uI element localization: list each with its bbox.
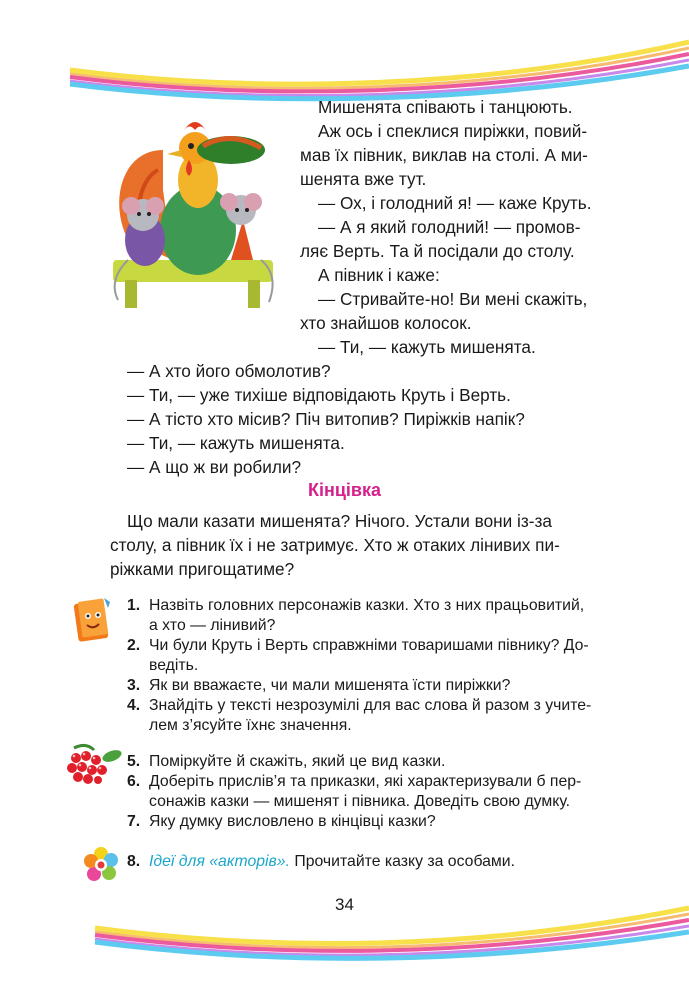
question-1: 1. Назвіть головних персонажів казки. Хто з них працьовитий, — [127, 597, 585, 614]
question-4-cont: лем з’ясуйте їхнє значення. — [149, 717, 352, 734]
story-line: — А хто його обмолотив? — [127, 361, 331, 381]
story-line: — Ти, — кажуть мишенята. — [318, 337, 536, 357]
question-7: 7. Яку думку висловлено в кінцівці казки? — [127, 813, 436, 830]
ideas-for-actors-label: Ідеї для «акторів». — [149, 853, 290, 870]
book-icon — [70, 594, 114, 644]
story-line: — А я який голодний! — промов- — [318, 217, 581, 237]
rainbow-decoration-bottom — [0, 890, 689, 970]
story-line: шенята вже тут. — [300, 169, 427, 189]
story-line: — Стривайте-но! Ви мені скажіть, — [318, 289, 588, 309]
ending-line: ріжками пригощатиме? — [110, 559, 295, 579]
question-1-cont: а хто — лінивий? — [149, 617, 276, 634]
rooster-and-mice-illustration — [103, 110, 281, 315]
story-line: хто знайшов колосок. — [300, 313, 472, 333]
question-4: 4. Знайдіть у тексті незрозумілі для вас слова й разом з учите- — [127, 697, 592, 714]
story-line: Аж ось і спеклися пиріжки, повий- — [318, 121, 588, 141]
story-line: — А що ж ви робили? — [127, 457, 302, 477]
question-5: 5. Поміркуйте й скажіть, який це вид казки. — [127, 753, 446, 770]
question-6: 6. Доберіть прислів’я та приказки, які характеризували б пер- — [127, 773, 582, 790]
story-line: А півник і каже: — [318, 265, 440, 285]
question-2: 2. Чи були Круть і Верть справжніми товаришами півнику? До- — [127, 637, 589, 654]
flower-icon — [82, 846, 120, 884]
ending-line: Що мали казати мишенята? Нічого. Устали вони із-за — [127, 511, 552, 531]
task-8: 8. Ідеї для «акторів». Прочитайте казку за особами. — [127, 853, 515, 870]
ending-line: столу, а півник їх і не затримує. Хто ж отаких лінивих пи- — [110, 535, 560, 555]
question-6-cont: сонажів казки — мишенят і півника. Доведіть свою думку. — [149, 793, 571, 810]
page-number: 34 — [335, 895, 354, 914]
story-line: — Ох, і голодний я! — каже Круть. — [318, 193, 592, 213]
story-line: мав їх півник, виклав на столі. А ми- — [300, 145, 588, 165]
story-line: ляє Верть. Та й посідали до столу. — [300, 241, 575, 261]
story-line: — Ти, — уже тихіше відповідають Круть і Верть. — [127, 385, 511, 405]
story-line: — Ти, — кажуть мишенята. — [127, 433, 345, 453]
question-2-cont: ведіть. — [149, 657, 199, 674]
story-line: Мишенята співають і танцюють. — [318, 97, 573, 117]
question-3: 3. Як ви вважаєте, чи мали мишенята їсти пиріжки? — [127, 677, 511, 694]
story-line: — А тісто хто місив? Піч витопив? Пиріжків напік? — [127, 409, 525, 429]
section-heading-ending: Кінцівка — [307, 480, 381, 500]
viburnum-berries-icon — [64, 742, 126, 786]
